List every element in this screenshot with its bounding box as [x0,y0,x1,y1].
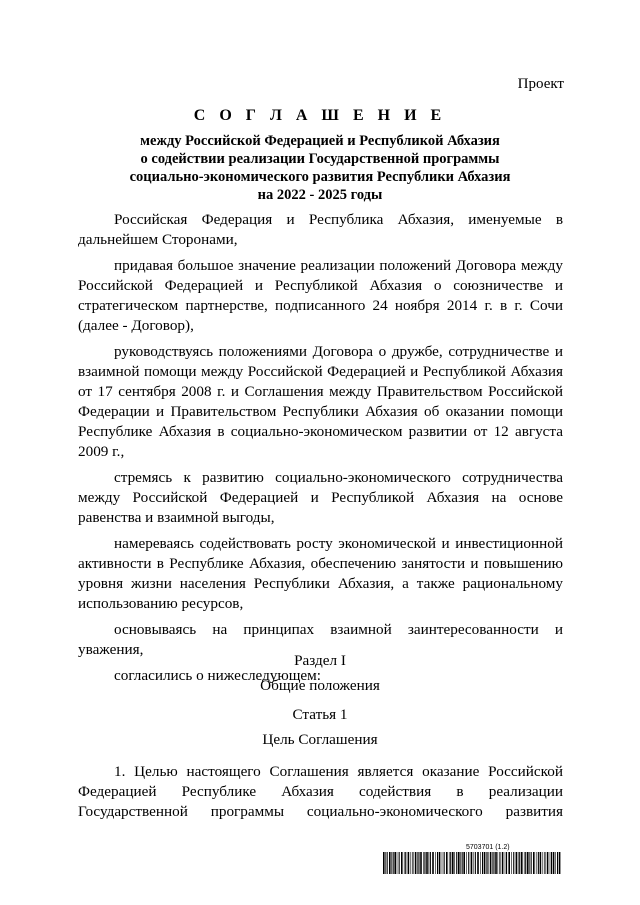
document-title: С О Г Л А Ш Е Н И Е [193,107,447,124]
preamble-paragraph: придавая большое значение реализации положений Договора между Российской Федерацией и Республикой Абхазия о союзничестве и стратегическом партнерстве, подписанного 24 ноября 2014 г. в г. Сочи (далее - Договор), [78,257,563,334]
subtitle-line: социально-экономического развития Республики Абхазия [129,169,511,185]
barcode-image [383,852,563,874]
preamble-paragraph: руководствуясь положениями Договора о дружбе, сотрудничестве и взаимной помощи между Российской Федерацией и Республикой Абхазия от 17 сентября 2008 г. и Соглашения между Правительством Российской Федерации и Правительством Республики Абхазия об оказании помощи Республике Абхазия в социально-экономическом развитии от 12 августа 2009 г., [78,343,563,460]
document-subtitle [0,132,640,204]
preamble-paragraph: основываясь на принципах взаимной заинтересованности и уважения, [78,621,563,658]
subtitle-line: на 2022 - 2025 годы [257,187,383,203]
draft-label: Проект [517,76,564,92]
barcode-number: 5703701 (1.2) [466,844,510,851]
preamble-paragraph: намереваясь содействовать росту экономической и инвестиционной активности в Республике Абхазия, обеспечению занятости и повышению уровня жизни населения Республики Абхазия, а также рациональному использованию ресурсов, [78,535,563,612]
article-name: Цель Соглашения [262,731,378,748]
section-name: Общие положения [260,677,380,694]
subtitle-line: между Российской Федерацией и Республикой Абхазия [140,133,500,149]
preamble-paragraph: согласились о нижеследующем: [114,667,322,684]
article-label: Статья 1 [292,706,348,723]
article-body [78,762,563,822]
subtitle-line: о содействии реализации Государственной программы [140,151,500,167]
section-label: Раздел I [294,652,346,669]
preamble-paragraph: Российская Федерация и Республика Абхазия, именуемые в дальнейшем Сторонами, [78,211,563,248]
preamble [78,210,563,692]
article-paragraph: 1. Целью настоящего Соглашения является оказание Российской Федерацией Республике Абхазия содействия в реализации Государственной программы социально-экономического развития [78,763,563,820]
preamble-paragraph: стремясь к развитию социально-экономического сотрудничества между Российской Федерацией и Республикой Абхазия на основе равенства и взаимной выгоды, [78,469,563,526]
